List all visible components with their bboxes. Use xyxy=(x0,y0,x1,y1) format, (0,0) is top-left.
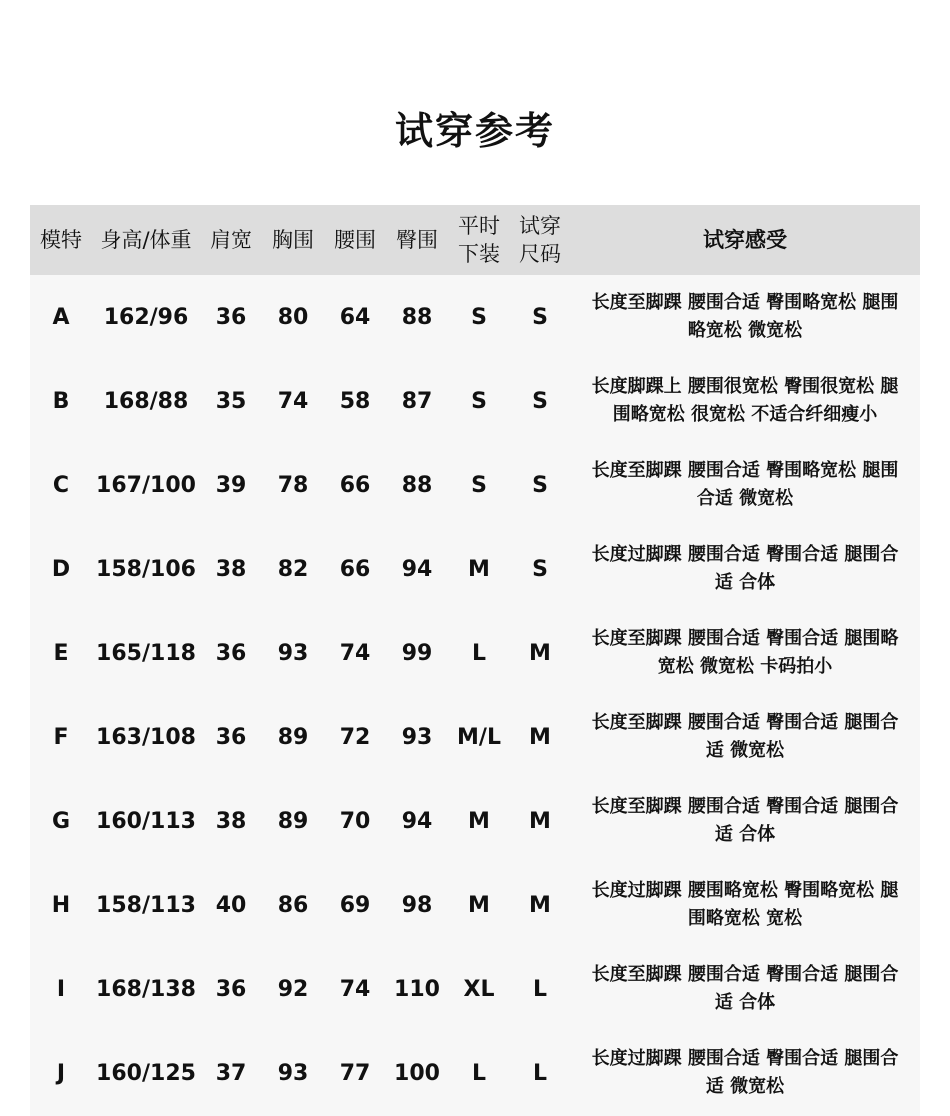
cell-usual-bottom: XL xyxy=(463,976,495,1002)
feeling-line2: 宽松 微宽松 卡码拍小 xyxy=(657,656,833,677)
feeling-line2: 围略宽松 宽松 xyxy=(687,908,803,929)
header-feeling: 试穿感受 xyxy=(703,228,787,252)
cell-feeling xyxy=(570,611,920,695)
table-row xyxy=(30,863,920,947)
cell-model: I xyxy=(56,976,66,1002)
cell-shoulder: 40 xyxy=(215,892,247,918)
cell-tried-size: M xyxy=(529,892,551,918)
cell-waist: 66 xyxy=(339,556,371,582)
cell-model: B xyxy=(52,388,70,414)
cell-hip: 87 xyxy=(401,388,433,414)
cell-waist: 64 xyxy=(339,304,371,330)
header-tried-size xyxy=(510,205,570,275)
feeling-line1: 长度至脚踝 腰围合适 臀围略宽松 腿围 xyxy=(591,292,899,313)
feeling-line2: 合适 微宽松 xyxy=(696,488,794,509)
cell-shoulder: 36 xyxy=(215,976,247,1002)
cell-bust: 89 xyxy=(277,808,309,834)
cell-waist: 77 xyxy=(339,1060,371,1086)
feeling-line2: 适 合体 xyxy=(714,992,776,1013)
cell-height-weight: 168/138 xyxy=(96,976,196,1002)
header-hip: 臀围 xyxy=(396,228,438,252)
cell-hip: 98 xyxy=(401,892,433,918)
cell-hip: 88 xyxy=(401,472,433,498)
cell-waist: 66 xyxy=(339,472,371,498)
cell-usual-bottom: S xyxy=(471,304,487,330)
cell-bust: 74 xyxy=(277,388,309,414)
header-tried-size-line2: 尺码 xyxy=(519,242,561,266)
cell-tried-size: S xyxy=(532,556,548,582)
cell-tried-size: S xyxy=(532,388,548,414)
cell-bust: 82 xyxy=(277,556,309,582)
header-tried-size-line1: 试穿 xyxy=(519,214,561,238)
cell-usual-bottom: L xyxy=(471,640,487,666)
header-usual-bottom-line1: 平时 xyxy=(458,214,500,238)
feeling-line1: 长度至脚踝 腰围合适 臀围合适 腿围合 xyxy=(591,964,899,985)
feeling-line1: 长度至脚踝 腰围合适 臀围合适 腿围略 xyxy=(591,628,899,649)
cell-shoulder: 38 xyxy=(215,808,247,834)
cell-feeling xyxy=(570,695,920,779)
cell-bust: 89 xyxy=(277,724,309,750)
header-bust: 胸围 xyxy=(272,228,314,252)
cell-feeling xyxy=(570,1031,920,1115)
cell-bust: 78 xyxy=(277,472,309,498)
cell-usual-bottom: S xyxy=(471,472,487,498)
cell-hip: 88 xyxy=(401,304,433,330)
cell-shoulder: 36 xyxy=(215,304,247,330)
feeling-line2: 围略宽松 很宽松 不适合纤细瘦小 xyxy=(612,404,878,425)
cell-bust: 93 xyxy=(277,1060,309,1086)
cell-hip: 93 xyxy=(401,724,433,750)
feeling-line2: 适 微宽松 xyxy=(705,740,785,761)
cell-model: J xyxy=(56,1060,66,1086)
feeling-line2: 适 合体 xyxy=(714,572,776,593)
table-row xyxy=(30,947,920,1031)
cell-height-weight: 162/96 xyxy=(103,304,189,330)
header-waist: 腰围 xyxy=(334,228,376,252)
page-title: 试穿参考 xyxy=(394,109,555,153)
cell-usual-bottom: M/L xyxy=(457,724,501,750)
cell-height-weight: 163/108 xyxy=(96,724,196,750)
cell-shoulder: 38 xyxy=(215,556,247,582)
cell-feeling xyxy=(570,359,920,443)
cell-bust: 92 xyxy=(277,976,309,1002)
table-row xyxy=(30,359,920,443)
cell-feeling xyxy=(570,863,920,947)
cell-tried-size: S xyxy=(532,472,548,498)
table-row xyxy=(30,275,920,359)
fit-reference-table xyxy=(30,205,920,1116)
cell-tried-size: M xyxy=(529,724,551,750)
feeling-line1: 长度脚踝上 腰围很宽松 臀围很宽松 腿 xyxy=(591,376,899,397)
cell-tried-size: L xyxy=(532,1060,548,1086)
table-row xyxy=(30,695,920,779)
cell-model: C xyxy=(52,472,70,498)
cell-feeling xyxy=(570,275,920,359)
cell-hip: 94 xyxy=(401,556,433,582)
cell-height-weight: 160/125 xyxy=(96,1060,196,1086)
cell-hip: 110 xyxy=(394,976,440,1002)
cell-bust: 86 xyxy=(277,892,309,918)
cell-height-weight: 168/88 xyxy=(103,388,189,414)
cell-usual-bottom: L xyxy=(471,1060,487,1086)
cell-hip: 94 xyxy=(401,808,433,834)
cell-waist: 58 xyxy=(339,388,371,414)
cell-waist: 70 xyxy=(339,808,371,834)
feeling-line1: 长度过脚踝 腰围略宽松 臀围略宽松 腿 xyxy=(591,880,899,901)
cell-model: H xyxy=(51,892,71,918)
cell-feeling xyxy=(570,527,920,611)
cell-tried-size: M xyxy=(529,808,551,834)
cell-shoulder: 36 xyxy=(215,724,247,750)
cell-model: G xyxy=(51,808,71,834)
table-row xyxy=(30,611,920,695)
cell-height-weight: 158/113 xyxy=(96,892,196,918)
cell-waist: 74 xyxy=(339,976,371,1002)
cell-hip: 99 xyxy=(401,640,433,666)
table-row xyxy=(30,443,920,527)
table-row xyxy=(30,779,920,863)
cell-model: E xyxy=(53,640,69,666)
table-row xyxy=(30,1031,920,1115)
cell-height-weight: 160/113 xyxy=(96,808,196,834)
header-height-weight: 身高/体重 xyxy=(100,228,192,252)
cell-shoulder: 36 xyxy=(215,640,247,666)
header-shoulder: 肩宽 xyxy=(210,228,252,252)
cell-waist: 72 xyxy=(339,724,371,750)
cell-shoulder: 35 xyxy=(215,388,247,414)
size-table xyxy=(30,205,920,1115)
cell-usual-bottom: M xyxy=(468,556,490,582)
cell-height-weight: 158/106 xyxy=(96,556,196,582)
cell-feeling xyxy=(570,779,920,863)
cell-height-weight: 167/100 xyxy=(96,472,196,498)
cell-height-weight: 165/118 xyxy=(96,640,196,666)
feeling-line1: 长度至脚踝 腰围合适 臀围略宽松 腿围 xyxy=(591,460,899,481)
feeling-line2: 略宽松 微宽松 xyxy=(687,320,803,341)
feeling-line2: 适 合体 xyxy=(714,824,776,845)
cell-tried-size: L xyxy=(532,976,548,1002)
cell-feeling xyxy=(570,443,920,527)
feeling-line1: 长度过脚踝 腰围合适 臀围合适 腿围合 xyxy=(591,1048,899,1069)
cell-bust: 93 xyxy=(277,640,309,666)
cell-model: F xyxy=(53,724,69,750)
cell-model: D xyxy=(51,556,71,582)
cell-shoulder: 37 xyxy=(215,1060,247,1086)
cell-usual-bottom: M xyxy=(468,808,490,834)
cell-tried-size: S xyxy=(532,304,548,330)
header-usual-bottom-line2: 下装 xyxy=(458,242,500,266)
table-header-row xyxy=(30,205,920,275)
cell-shoulder: 39 xyxy=(215,472,247,498)
header-model: 模特 xyxy=(40,228,82,252)
feeling-line1: 长度过脚踝 腰围合适 臀围合适 腿围合 xyxy=(591,544,899,565)
feeling-line2: 适 微宽松 xyxy=(705,1076,785,1097)
cell-hip: 100 xyxy=(394,1060,440,1086)
cell-tried-size: M xyxy=(529,640,551,666)
feeling-line1: 长度至脚踝 腰围合适 臀围合适 腿围合 xyxy=(591,712,899,733)
cell-waist: 74 xyxy=(339,640,371,666)
header-usual-bottom xyxy=(448,205,510,275)
table-row xyxy=(30,527,920,611)
cell-usual-bottom: M xyxy=(468,892,490,918)
cell-bust: 80 xyxy=(277,304,309,330)
cell-usual-bottom: S xyxy=(471,388,487,414)
cell-model: A xyxy=(52,304,70,330)
cell-waist: 69 xyxy=(339,892,371,918)
cell-feeling xyxy=(570,947,920,1031)
feeling-line1: 长度至脚踝 腰围合适 臀围合适 腿围合 xyxy=(591,796,899,817)
